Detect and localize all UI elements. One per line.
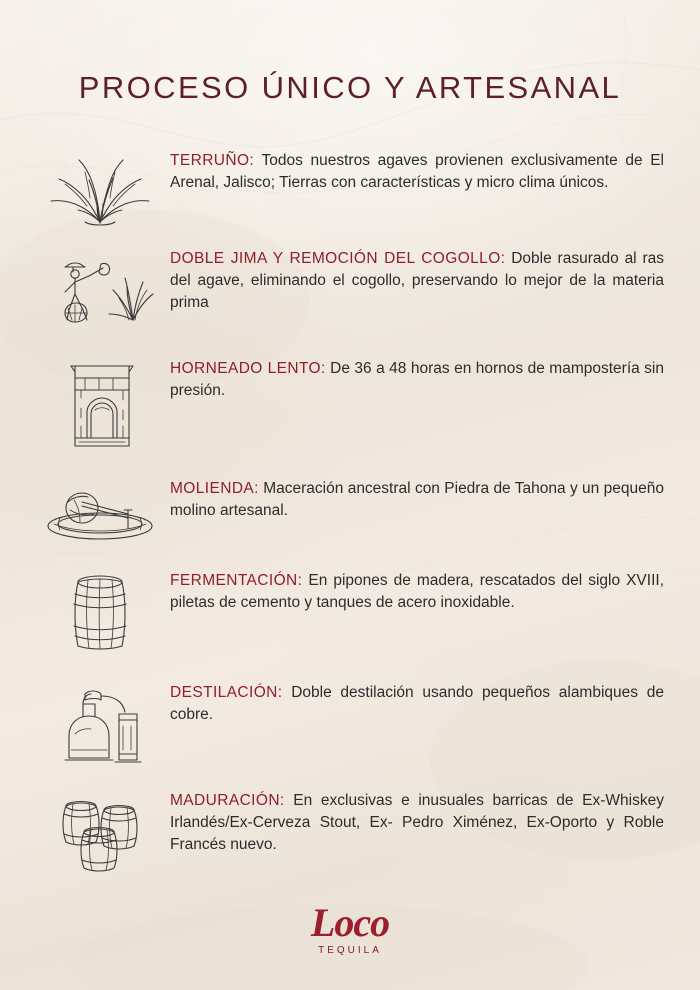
step-label: MOLIENDA: bbox=[170, 480, 259, 497]
list-item bbox=[30, 358, 670, 452]
list-item bbox=[30, 790, 670, 874]
step-text bbox=[170, 570, 670, 614]
brand-logo bbox=[0, 900, 700, 956]
step-body: En pipones de madera, rescatados del siglo XVIII, piletas de cemento y tanques de acero inoxidable. bbox=[170, 572, 664, 611]
step-body: Doble destilación usando pequeños alambiques de cobre. bbox=[170, 684, 664, 723]
list-item bbox=[30, 150, 670, 230]
step-text bbox=[170, 150, 670, 194]
step-label: FERMENTACIÓN: bbox=[170, 572, 303, 589]
oak-barrels-icon bbox=[30, 790, 170, 874]
jimador-harvesting-icon bbox=[30, 248, 170, 336]
step-body: En exclusivas e inusuales barricas de Ex-Whiskey Irlandés/Ex-Cerveza Stout, Ex- Pedro Ximénez, Ex-Oporto y Roble Francés nuevo. bbox=[170, 792, 664, 853]
step-body: Todos nuestros agaves provienen exclusivamente de El Arenal, Jalisco; Tierras con características y micro clima únicos. bbox=[170, 152, 664, 191]
page-title: PROCESO ÚNICO Y ARTESANAL bbox=[78, 70, 622, 105]
logo-subtitle: TEQUILA bbox=[318, 945, 382, 956]
wooden-fermentation-vat-icon bbox=[30, 570, 170, 656]
list-item bbox=[30, 682, 670, 766]
list-item bbox=[30, 570, 670, 656]
step-body: Doble rasurado al ras del agave, eliminando el cogollo, preservando lo mejor de la materia prima bbox=[170, 250, 665, 311]
list-item bbox=[30, 248, 670, 336]
list-item bbox=[30, 478, 670, 544]
step-text bbox=[170, 358, 670, 402]
step-text bbox=[170, 790, 670, 856]
step-label: MADURACIÓN: bbox=[170, 792, 285, 809]
copper-still-icon bbox=[30, 682, 170, 766]
step-label: DOBLE JIMA Y REMOCIÓN DEL COGOLLO: bbox=[170, 250, 506, 267]
tahona-stone-mill-icon bbox=[30, 478, 170, 544]
agave-plant-icon bbox=[30, 150, 170, 230]
step-text bbox=[170, 248, 670, 314]
step-text bbox=[170, 478, 670, 522]
step-body: Maceración ancestral con Piedra de Tahona y un pequeño molino artesanal. bbox=[170, 480, 664, 519]
step-label: TERRUÑO: bbox=[170, 152, 255, 169]
step-text bbox=[170, 682, 670, 726]
logo-wordmark: Loco bbox=[310, 900, 390, 945]
step-label: HORNEADO LENTO: bbox=[170, 360, 326, 377]
stone-oven-icon bbox=[30, 358, 170, 452]
step-label: DESTILACIÓN: bbox=[170, 684, 283, 701]
process-steps-list bbox=[0, 150, 700, 874]
step-body: De 36 a 48 horas en hornos de mampostería sin presión. bbox=[170, 360, 665, 399]
